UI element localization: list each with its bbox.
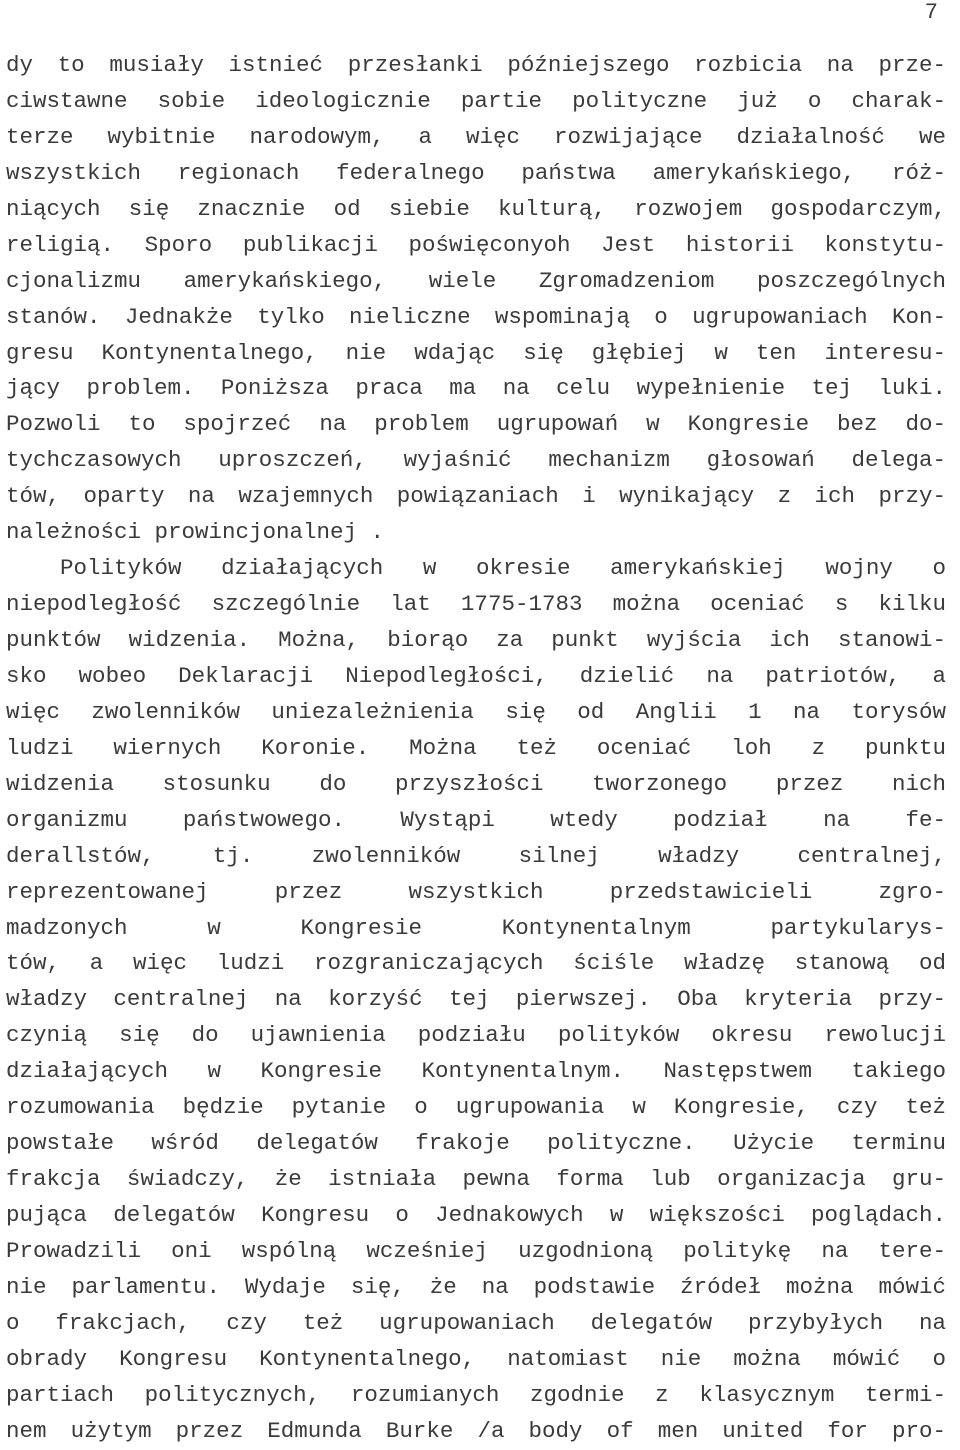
text-line: czynią się do ujawnienia podziału polityków okresu rewolucji (6, 1022, 946, 1049)
text-line: organizmu państwowego. Wystąpi wtedy podział na fe- (6, 806, 946, 833)
text-line: religią. Sporo publikacji poświęconyoh Jest historii konstytu- (6, 231, 946, 258)
text-line: derallstów, tj. zwolenników silnej władzy centralnej, (6, 842, 946, 869)
text-line: tychczasowych uproszczeń, wyjaśnić mechanizm głosowań delega- (6, 447, 946, 474)
text-line: sko wobeo Deklaracji Niepodległości, dzielić na patriotów, a (6, 662, 946, 689)
text-line: więc zwolenników uniezależnienia się od Anglii 1 na torysów (6, 698, 946, 725)
text-line: obrady Kongresu Kontynentalnego, natomiast nie można mówić o (6, 1345, 946, 1372)
text-line: ludzi wiernych Koronie. Można też oceniać loh z punktu (6, 734, 946, 761)
text-line: należności prowincjonalnej . (6, 519, 385, 546)
text-line: widzenia stosunku do przyszłości tworzonego przez nich (6, 770, 946, 797)
text-line: władzy centralnej na korzyść tej pierwszej. Oba kryteria przy- (6, 986, 946, 1013)
text-line: o frakcjach, czy też ugrupowaniach delegatów przybyłych na (6, 1309, 946, 1336)
text-line: frakcja świadczy, że istniała pewna forma lub organizacja gru- (6, 1166, 946, 1193)
text-line: terze wybitnie narodowym, a więc rozwijające działalność we (6, 123, 946, 150)
body-text (6, 48, 946, 1450)
text-line: stanów. Jednakże tylko nieliczne wspominają o ugrupowaniach Kon- (6, 303, 946, 330)
text-line: pująca delegatów Kongresu o Jednakowych w większości poglądach. (6, 1202, 946, 1228)
text-line: działających w Kongresie Kontynentalnym. Następstwem takiego (6, 1058, 946, 1085)
text-line: ciwstawne sobie ideologicznie partie polityczne już o charak- (6, 87, 946, 114)
text-line: reprezentowanej przez wszystkich przedstawicieli zgro- (6, 878, 946, 905)
text-line: partiach politycznych, rozumianych zgodnie z klasycznym termi- (6, 1381, 946, 1408)
text-line: tów, oparty na wzajemnych powiązaniach i wynikający z ich przy- (6, 483, 946, 510)
text-line: jący problem. Poniższa praca ma na celu wypełnienie tej luki. (6, 375, 946, 402)
text-line: powstałe wśród delegatów frakoje polityczne. Użycie terminu (6, 1130, 946, 1157)
text-line: rozumowania będzie pytanie o ugrupowania w Kongresie, czy też (6, 1094, 946, 1121)
text-line: dy to musiały istnieć przesłanki późniejszego rozbicia na prze- (6, 52, 946, 78)
page-number: 7 (924, 0, 938, 25)
text-line: wszystkich regionach federalnego państwa amerykańskiego, róż- (6, 159, 946, 186)
text-line: gresu Kontynentalnego, nie wdając się głębiej w ten interesu- (6, 339, 946, 366)
text-line: Pozwoli to spojrzeć na problem ugrupowań w Kongresie bez do- (6, 411, 946, 438)
text-line: cjonalizmu amerykańskiego, wiele Zgromadzeniom poszczególnych (6, 267, 946, 294)
text-line: niepodległość szczególnie lat 1775-1783 można oceniać s kilku (6, 591, 946, 618)
text-line: nie parlamentu. Wydaje się, że na podstawie źródeł można mówić (6, 1273, 946, 1300)
text-line: tów, a więc ludzi rozgraniczających ściśle władzę stanową od (6, 950, 946, 977)
text-line: Polityków działających w okresie amerykańskiej wojny o (60, 555, 946, 582)
text-line: niących się znacznie od siebie kulturą, rozwojem gospodarczym, (6, 195, 946, 222)
text-line: Prowadzili oni wspólną wcześniej uzgodnioną politykę na tere- (6, 1237, 946, 1264)
text-line: punktów widzenia. Można, biorąo za punkt wyjścia ich stanowi- (6, 627, 946, 653)
text-line: madzonych w Kongresie Kontynentalnym partykularys- (6, 914, 946, 941)
text-line: nem użytym przez Edmunda Burke /a body of men united for pro- (6, 1417, 946, 1444)
